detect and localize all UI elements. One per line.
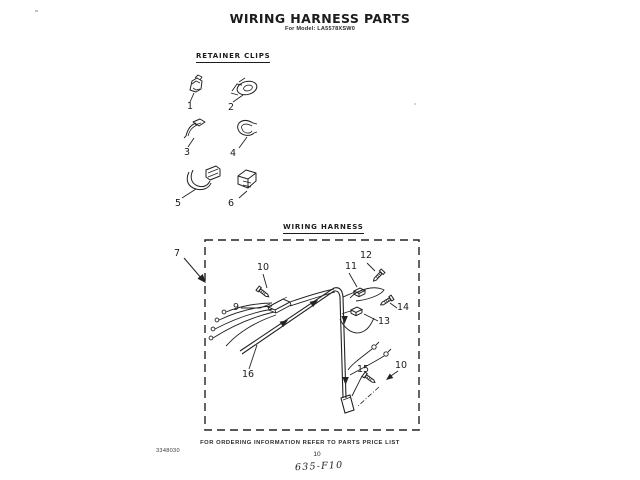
screw-14 [379,295,394,307]
scan-speck [35,10,38,12]
terminal-15 [341,395,354,413]
harness-callout-14: 14 [397,302,410,313]
clip-callout-6: 6 [228,198,235,209]
clip-2-drawing [231,78,258,97]
page-title: WIRING HARNESS PARTS [229,11,411,26]
model-line: For Model: LA5578XSW0 [284,26,356,32]
clip-1-drawing [190,75,202,92]
harness-callout-16: 16 [242,369,255,380]
clip-callout-5: 5 [175,198,182,209]
screw-12 [372,269,385,283]
harness-callout-11: 11 [345,261,358,272]
harness-callout-12: 12 [360,250,373,261]
wiring-harness-heading: WIRING HARNESS [283,223,364,234]
connector-block-9 [268,297,291,313]
clip-4-drawing [238,121,257,136]
clip-callout-1: 1 [187,101,194,112]
harness-callout-9: 9 [233,302,240,313]
clip-5-drawing [187,166,220,190]
document-number: 3348030 [156,448,180,454]
clip-callout-4: 4 [230,148,237,159]
clip-callout-3: 3 [184,147,191,158]
screw-10-upper [256,286,270,299]
clip-callout-2: 2 [228,102,235,113]
ordering-note: FOR ORDERING INFORMATION REFER TO PARTS PRICE LIST [200,440,400,446]
handwritten-plate-code: 635-F10 [294,459,344,474]
harness-callout-10-upper: 10 [257,262,270,273]
scan-speck [414,103,416,105]
callout-7-arrow [184,258,207,284]
harness-callout-15: 15 [357,364,370,375]
cable-direction-arrows [280,297,349,385]
harness-callout-10-lower: 10 [395,360,408,371]
harness-callout-7: 7 [174,248,181,259]
connector-13 [351,307,362,316]
retainer-clips-heading: RETAINER CLIPS [196,52,270,63]
right-side-wires [340,288,391,375]
wire-fan [209,289,335,346]
clip-3-drawing [184,119,205,138]
clip-6-drawing [238,170,256,188]
harness-callout-13: 13 [378,316,391,327]
page-number: 10 [313,451,321,458]
